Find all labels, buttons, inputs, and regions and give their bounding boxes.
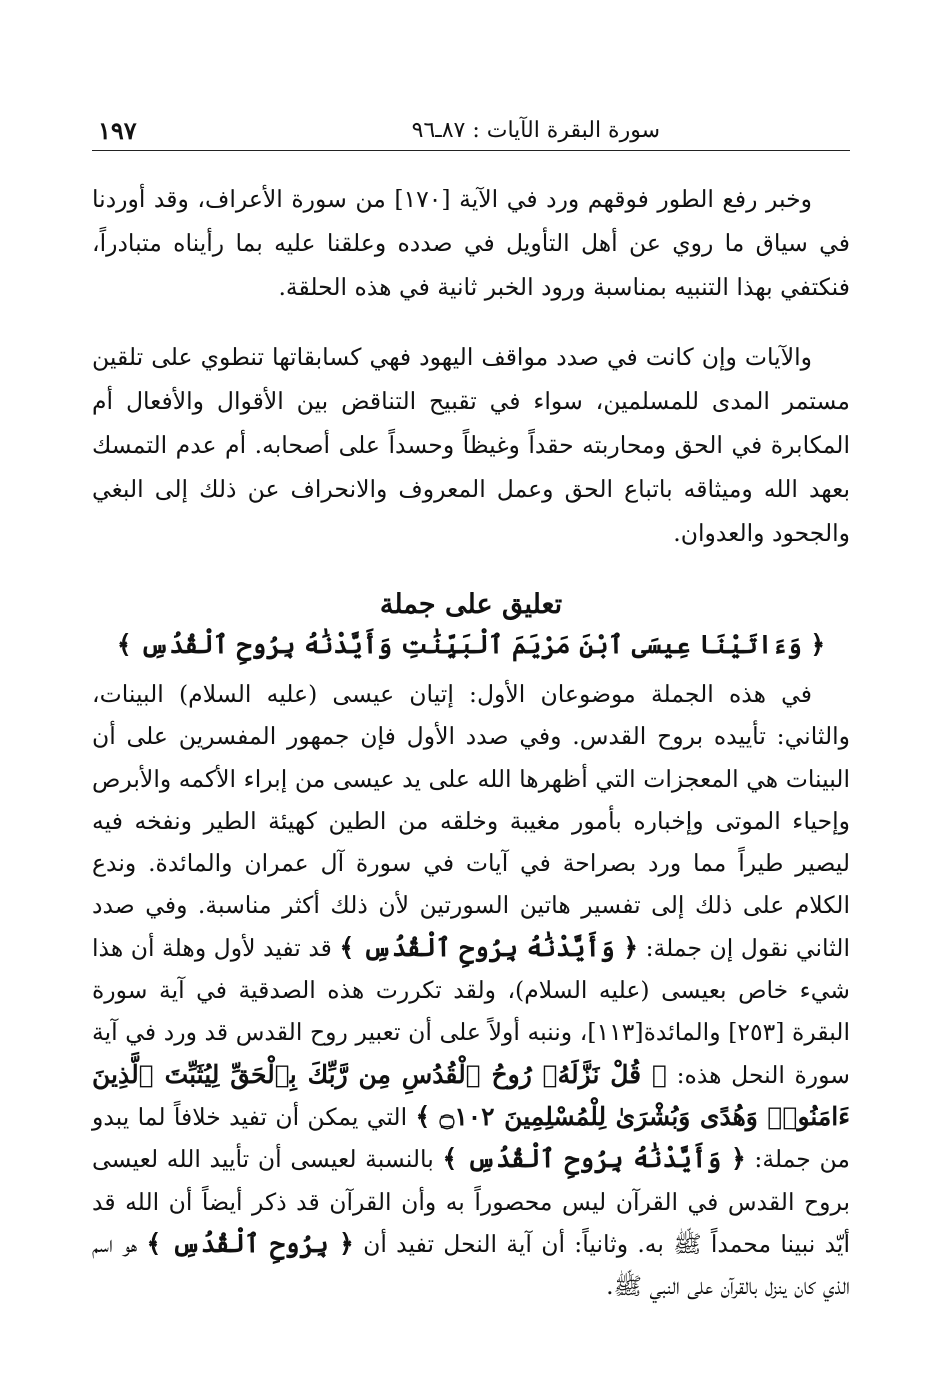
section-quran-verse: ﴿ وَءَاتَيْنَا عِيسَى ٱبْنَ مَرْيَمَ ٱلْبَيِّنَٰتِ وَأَيَّدْنَٰهُ بِرُوحِ ٱلْقُدُسِ ﴾ xyxy=(116,630,826,659)
running-header xyxy=(92,110,850,151)
commentary-text: قد تفيد لأول وهلة أن هذا شيء خاص بعيسى (عليه السلام)، ولقد تكررت هذه الصدقية في آية سورة البقرة [٢٥٣] والمائدة[١١٣]، وننبه أولاً على أن تعبير روح القدس قد ورد في آية سورة النحل هذه: xyxy=(92,933,850,1089)
quran-quote: ﴿ وَأَيَّدْنَٰهُ بِرُوحِ ٱلْقُدُسِ ﴾ xyxy=(442,1144,746,1174)
page-number: ١٩٧ xyxy=(98,116,137,145)
paragraph-commentary xyxy=(92,673,850,1307)
paragraph-jewish-positions: والآيات وإن كانت في صدد مواقف اليهود فهي كسابقاتها تنطوي على تلقين مستمر المدى للمسلمين، سواء في تقبيح التناقض بين الأقوال والأفعال أم المكابرة في الحق ومحاربته حقداً وغيظاً وحسداً على أصحابه. أم عدم التمسك بعهد الله وميثاقه باتباع الحق وعمل المعروف والانحراف عن ذلك إلى البغي والجحود والعدوان. xyxy=(92,343,850,547)
running-header-title: سورة البقرة الآيات : ٨٧ـ٩٦ xyxy=(411,118,660,143)
commentary-text: في هذه الجملة موضوعان الأول: إتيان عيسى (عليه السلام) البينات، والثاني: تأييده بروح القدس. وفي صدد الأول فإن جمهور المفسرين على أن البينات هي المعجزات التي أظهرها الله على يد عيسى من إبراء الأكمه والأبرص وإحياء الموتى وإخباره بأمور مغيبة وخلقه من الطين كهيئة الطير ونفخه فيه ليصير طيراً مما ورد بصراحة في آيات في سورة آل عمران والمائدة. وندع الكلام على ذلك إلى تفسير هاتين السورتين لأن ذلك أكثر مناسبة. وفي صدد الثاني نقول إن جملة: xyxy=(92,680,850,962)
section-heading: تعليق على جملة xyxy=(379,589,563,620)
commentary-text: التي يمكن أن تفيد خلافاً لما يبدو من جملة: xyxy=(92,1102,850,1174)
quran-quote: ﴿ وَأَيَّدْنَٰهُ بِرُوحِ ٱلْقُدُسِ ﴾ xyxy=(339,932,639,962)
book-page xyxy=(92,110,850,1307)
paragraph-mount-sinai: وخبر رفع الطور فوقهم ورد في الآية [١٧٠] من سورة الأعراف، وقد أوردنا في سياق ما روي عن أهل التأويل في صدده وعلقنا عليه بما رأيناه متبادراً، فنكتفي بهذا التنبيه بمناسبة ورود الخبر ثانية في هذه الحلقة. xyxy=(92,185,850,301)
commentary-text: هو اسم الذي كان ينزل بالقرآن على النبي ﷺ. xyxy=(92,1229,850,1301)
quran-quote: ﴿ بِرُوحِ ٱلْقُدُسِ ﴾ xyxy=(146,1228,354,1258)
quran-quote: ﴿ قُلْ نَزَّلَهُۥ رُوحُ ٱلْقُدُسِ مِن رَّبِّكَ بِٱلْحَقِّ لِيُثَبِّتَ ٱلَّذِينَ ءَامَنُوا۟ وَهُدًى وَبُشْرَىٰ لِلْمُسْلِمِينَ ۝١٠٢ ﴾ xyxy=(92,1059,850,1131)
commentary-text: بالنسبة لعيسى أن تأييد الله لعيسى بروح القدس في القرآن ليس محصوراً به وأن القرآن قد ذكر أيضاً أن الله قد أيّد نبينا محمداً ﷺ به. وثانياً: أن آية النحل تفيد أن xyxy=(92,1145,850,1258)
